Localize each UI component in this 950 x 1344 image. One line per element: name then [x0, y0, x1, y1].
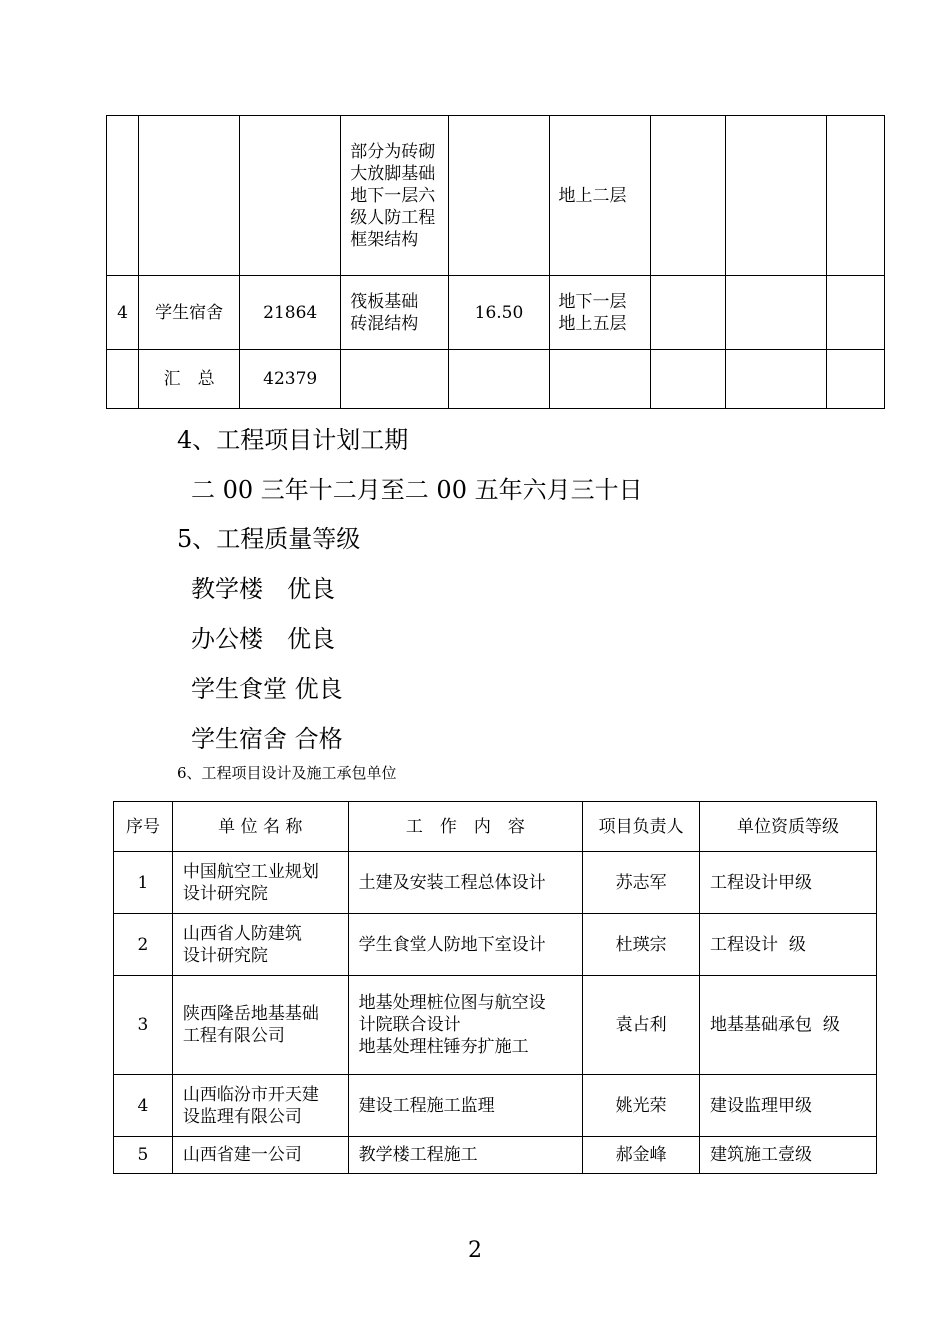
table-header-row [114, 802, 877, 852]
header-cell: 工 作 内 容 [348, 802, 583, 852]
qualification-grade: 工程设计 级 [700, 914, 877, 976]
empty-cell [650, 116, 725, 276]
floor-count [549, 350, 650, 409]
header-cell: 项目负责人 [583, 802, 700, 852]
structure-type [341, 350, 449, 409]
building-area [240, 116, 341, 276]
unit-name: 山西临汾市开天建 设监理有限公司 [172, 1075, 348, 1137]
quality-item: 学生食堂 优良 [191, 675, 343, 703]
structure-type: 筏板基础 砖混结构 [341, 276, 449, 350]
row-number [107, 350, 139, 409]
table-row [114, 914, 877, 976]
empty-cell [826, 350, 884, 409]
unit-name: 陕西隆岳地基基础 工程有限公司 [172, 976, 348, 1075]
empty-cell [725, 350, 826, 409]
section-4-title: 4、工程项目计划工期 [177, 426, 409, 454]
table-row [114, 852, 877, 914]
table-row [114, 976, 877, 1075]
qualification-grade: 建筑施工壹级 [700, 1137, 877, 1174]
work-content: 土建及安装工程总体设计 [348, 852, 583, 914]
project-leader: 郝金峰 [583, 1137, 700, 1174]
project-leader: 袁占利 [583, 976, 700, 1075]
empty-cell [650, 350, 725, 409]
building-name [139, 116, 240, 276]
empty-cell [725, 116, 826, 276]
row-number: 3 [114, 976, 173, 1075]
row-number [107, 116, 139, 276]
structure-type: 部分为砖砌 大放脚基础 地下一层六 级人防工程 框架结构 [341, 116, 449, 276]
header-cell: 序号 [114, 802, 173, 852]
work-content: 地基处理桩位图与航空设 计院联合设计 地基处理柱锤夯扩施工 [348, 976, 583, 1075]
unit-name: 山西省建一公司 [172, 1137, 348, 1174]
section-6-title: 6、工程项目设计及施工承包单位 [177, 764, 397, 782]
empty-cell [826, 116, 884, 276]
building-area: 21864 [240, 276, 341, 350]
schedule-text: 二 00 三年十二月至二 00 五年六月三十日 [191, 476, 643, 504]
building-height [449, 116, 549, 276]
unit-name: 中国航空工业规划 设计研究院 [172, 852, 348, 914]
section-5-title: 5、工程质量等级 [177, 525, 361, 553]
contractor-table [113, 801, 877, 1174]
table-row [107, 276, 885, 350]
page-number: 2 [468, 1238, 482, 1263]
qualification-grade: 地基基础承包 级 [700, 976, 877, 1075]
work-content: 建设工程施工监理 [348, 1075, 583, 1137]
header-cell: 单位资质等级 [700, 802, 877, 852]
qualification-grade: 工程设计甲级 [700, 852, 877, 914]
work-content: 学生食堂人防地下室设计 [348, 914, 583, 976]
row-number: 1 [114, 852, 173, 914]
row-number: 4 [107, 276, 139, 350]
quality-item: 学生宿舍 合格 [191, 725, 343, 753]
total-label: 汇 总 [139, 350, 240, 409]
building-height: 16.50 [449, 276, 549, 350]
qualification-grade: 建设监理甲级 [700, 1075, 877, 1137]
building-height [449, 350, 549, 409]
project-leader: 姚光荣 [583, 1075, 700, 1137]
floor-count: 地下一层 地上五层 [549, 276, 650, 350]
quality-item: 教学楼 优良 [191, 575, 335, 603]
row-number: 4 [114, 1075, 173, 1137]
project-leader: 杜瑛宗 [583, 914, 700, 976]
empty-cell [826, 276, 884, 350]
table-row [107, 116, 885, 276]
floor-count: 地上二层 [549, 116, 650, 276]
building-name: 学生宿舍 [139, 276, 240, 350]
table-row [107, 350, 885, 409]
header-cell: 单 位 名 称 [172, 802, 348, 852]
building-table [106, 115, 885, 409]
unit-name: 山西省人防建筑 设计研究院 [172, 914, 348, 976]
empty-cell [650, 276, 725, 350]
row-number: 5 [114, 1137, 173, 1174]
work-content: 教学楼工程施工 [348, 1137, 583, 1174]
table-row [114, 1137, 877, 1174]
empty-cell [725, 276, 826, 350]
total-area: 42379 [240, 350, 341, 409]
row-number: 2 [114, 914, 173, 976]
quality-item: 办公楼 优良 [191, 625, 335, 653]
project-leader: 苏志军 [583, 852, 700, 914]
table-row [114, 1075, 877, 1137]
